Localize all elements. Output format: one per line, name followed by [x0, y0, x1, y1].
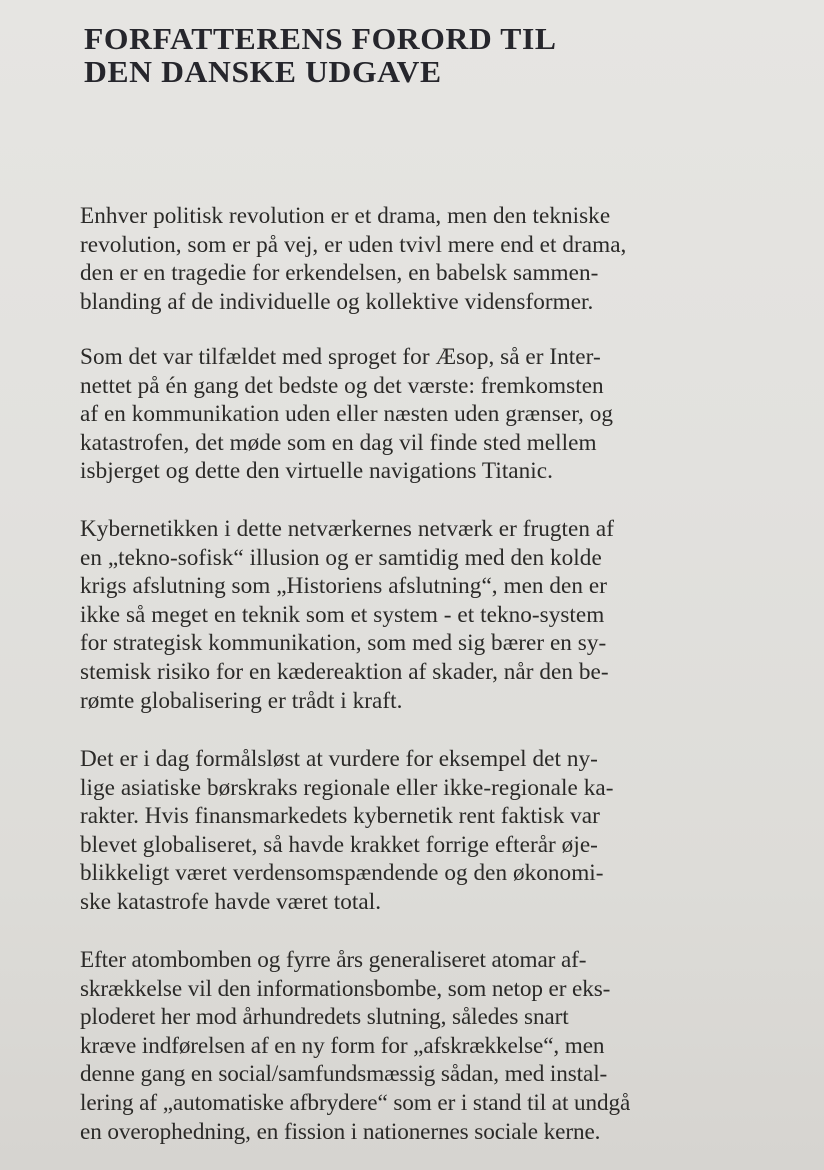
- text-line: krigs afslutning som „Historiens afslutning“, men den er: [80, 573, 607, 600]
- text-line: skrækkelse vil den informationsbombe, som netop er eks-: [80, 975, 611, 1002]
- text-line: for strategisk kommunikation, som med sig bærer en sy-: [80, 630, 607, 657]
- text-line: Som det var tilfældet med sproget for Æsop, så er Inter-: [80, 344, 601, 370]
- chapter-title-line: DEN DANSKE UDGAVE: [84, 54, 442, 89]
- text-line: ikke så meget en teknik som et system - et tekno-system: [80, 601, 605, 628]
- text-line: blanding af de individuelle og kollektive vidensformer.: [80, 288, 594, 315]
- text-line: Det er i dag formålsløst at vurdere for eksempel det ny-: [80, 746, 598, 772]
- text-line: Enhver politisk revolution er et drama, men den tekniske: [80, 203, 611, 229]
- text-line: nettet på én gang det bedste og det værste: fremkomsten: [80, 372, 604, 399]
- text-line: Efter atombomben og fyrre års generaliseret atomar af-: [80, 947, 587, 973]
- text-line: lige asiatiske børskraks regionale eller ikke-regionale ka-: [80, 774, 614, 801]
- text-line: stemisk risiko for en kædereaktion af skader, når den be-: [80, 658, 609, 685]
- chapter-title-line: FORFATTERENS FORORD TIL: [84, 21, 557, 56]
- text-line: af en kommunikation uden eller næsten uden grænser, og: [80, 401, 614, 428]
- text-line: ske katastrofe havde været total.: [80, 888, 382, 915]
- text-line: blikkeligt været verdensomspændende og den økonomi-: [80, 860, 604, 887]
- text-line: lering af „automatiske afbrydere“ som er i stand til at undgå: [80, 1089, 631, 1116]
- paragraph-1: [80, 202, 626, 316]
- text-line: revolution, som er på vej, er uden tvivl mere end et drama,: [80, 231, 627, 258]
- text-line: katastrofen, det møde som en dag vil finde sted mellem: [80, 429, 597, 456]
- paragraph-5: [80, 946, 630, 1146]
- text-line: Kybernetikken i dette netværkernes netværk er frugten af: [80, 516, 614, 542]
- text-line: den er en tragedie for erkendelsen, en babelsk sammen-: [80, 260, 599, 287]
- text-line: kræve indførelsen af en ny form for „afskrækkelse“, men: [80, 1032, 605, 1059]
- text-line: rømte globalisering er trådt i kraft.: [80, 687, 403, 714]
- text-line: blevet globaliseret, så havde krakket forrige efterår øje-: [80, 831, 598, 858]
- text-line: isbjerget og dette den virtuelle navigations Titanic.: [80, 458, 553, 485]
- paragraph-4: [80, 745, 613, 917]
- paragraph-3: [80, 515, 614, 715]
- chapter-title: [84, 22, 557, 88]
- text-line: rakter. Hvis finansmarkedets kybernetik rent faktisk var: [80, 803, 600, 830]
- paragraph-2: [80, 343, 613, 486]
- text-line: denne gang en social/samfundsmæssig sådan, med instal-: [80, 1061, 608, 1088]
- text-line: en overophedning, en fission i nationernes sociale kerne.: [80, 1118, 601, 1145]
- text-line: ploderet her mod århundredets slutning, således snart: [80, 1004, 569, 1031]
- text-line: en „tekno-sofisk“ illusion og er samtidig med den kolde: [80, 544, 602, 571]
